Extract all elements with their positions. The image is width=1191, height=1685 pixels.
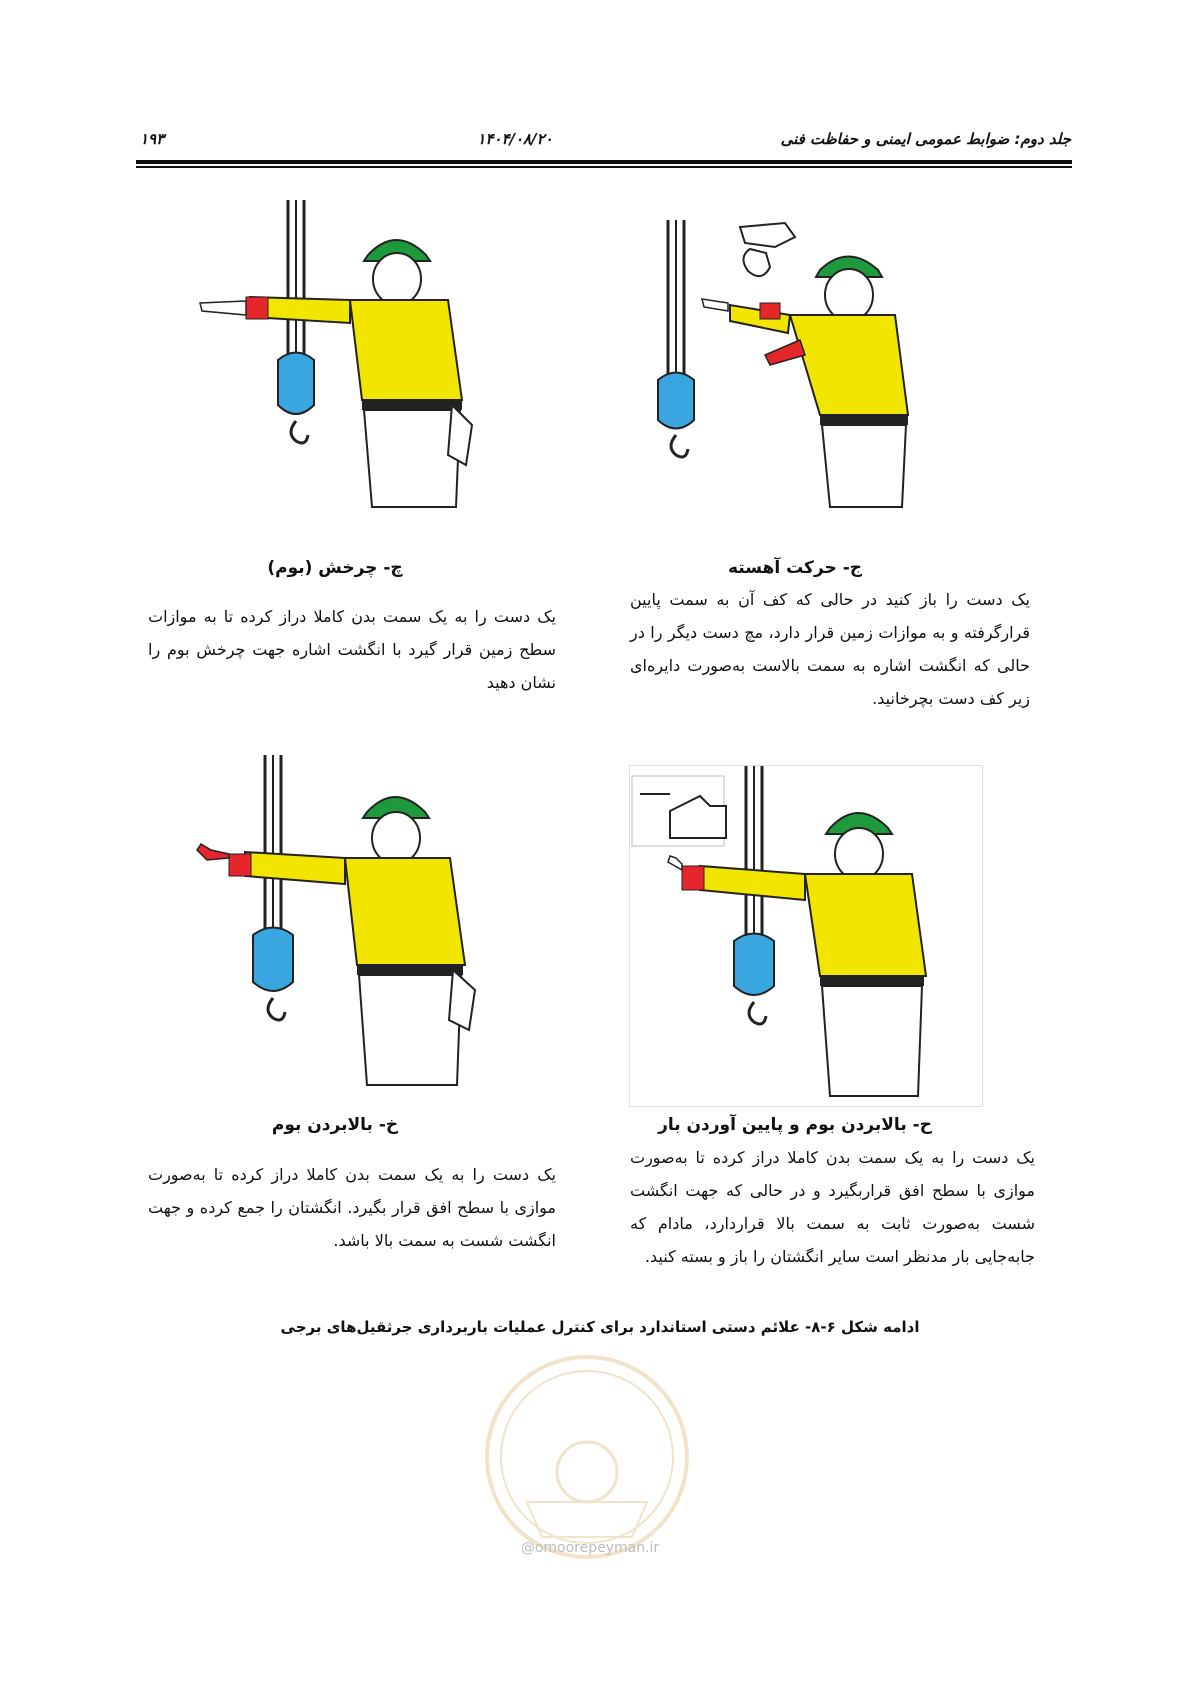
watermark-site: @omoorepeyman.ir [520,1540,660,1556]
watermark-seal-icon [482,1352,692,1562]
worker-figure [668,813,926,1096]
signal-title-raise-boom-lower-load: ح- بالابردن بوم و پایین آوردن بار [658,1115,932,1135]
signal-title-swing-boom: چ- چرخش (بوم) [267,558,403,578]
page-number: ۱۹۳ [140,130,165,148]
figure-raise-boom-lower-load [630,766,980,1104]
figure-caption: ادامه شکل ۶-۸- علائم دستی استاندارد برای کنترل عملیات باربرداری جرثقیل‌های برجی [280,1318,920,1336]
worker-figure [200,240,472,507]
header-date: ۱۴۰۴/۰۸/۲۰ [477,130,553,148]
figure-swing-boom [190,195,490,515]
figure-slow-movement [640,215,970,515]
hand-inset-icon [632,776,726,846]
signal-text-slow-movement: یک دست را باز کنید در حالی که کف آن به سمت پایین قرارگرفته و به موازات زمین قرار دارد، مچ دست دیگر را در حالی که انگشت اشاره به سمت بالاست به‌صورت دایره‌ای زیر کف دست بچرخانید. [630,590,1030,708]
signal-text-raise-boom-lower-load: یک دست را به یک سمت بدن کاملا دراز کرده تا به‌صورت موازی با سطح افق قراربگیرد و در حالی که جهت انگشت شست به‌صورت ثابت به سمت بالا قراردارد، مادام که جابه‌جایی بار مدنظر است سایر انگشتان را باز و بسته کنید. [630,1148,1035,1266]
signal-text-swing-boom: یک دست را به یک سمت بدن کاملا دراز کرده تا به موازات سطح زمین قرار گیرد با انگشت اشاره جهت چرخش بوم را نشان دهید [148,607,556,692]
header-rule-thin [136,166,1072,168]
signal-text-raise-boom: یک دست را به یک سمت بدن کاملا دراز کرده تا به‌صورت موازی با سطح افق قرار بگیرد. انگشتان را جمع کرده و جهت انگشت شست به سمت بالا باشد. [148,1165,556,1250]
signal-title-raise-boom: خ- بالابردن بوم [271,1115,399,1135]
crane-hook-icon [658,220,694,457]
header-rule-thick [136,160,1072,164]
book-title: جلد دوم: ضوابط عمومی ایمنی و حفاظت فنی [780,130,1071,148]
crane-hook-icon [253,755,293,1020]
worker-figure [197,797,475,1085]
signal-title-slow-movement: ج- حرکت آهسته [727,558,863,578]
worker-figure [702,257,908,508]
figure-raise-boom [185,750,495,1090]
hand-inset-icon [740,223,795,276]
